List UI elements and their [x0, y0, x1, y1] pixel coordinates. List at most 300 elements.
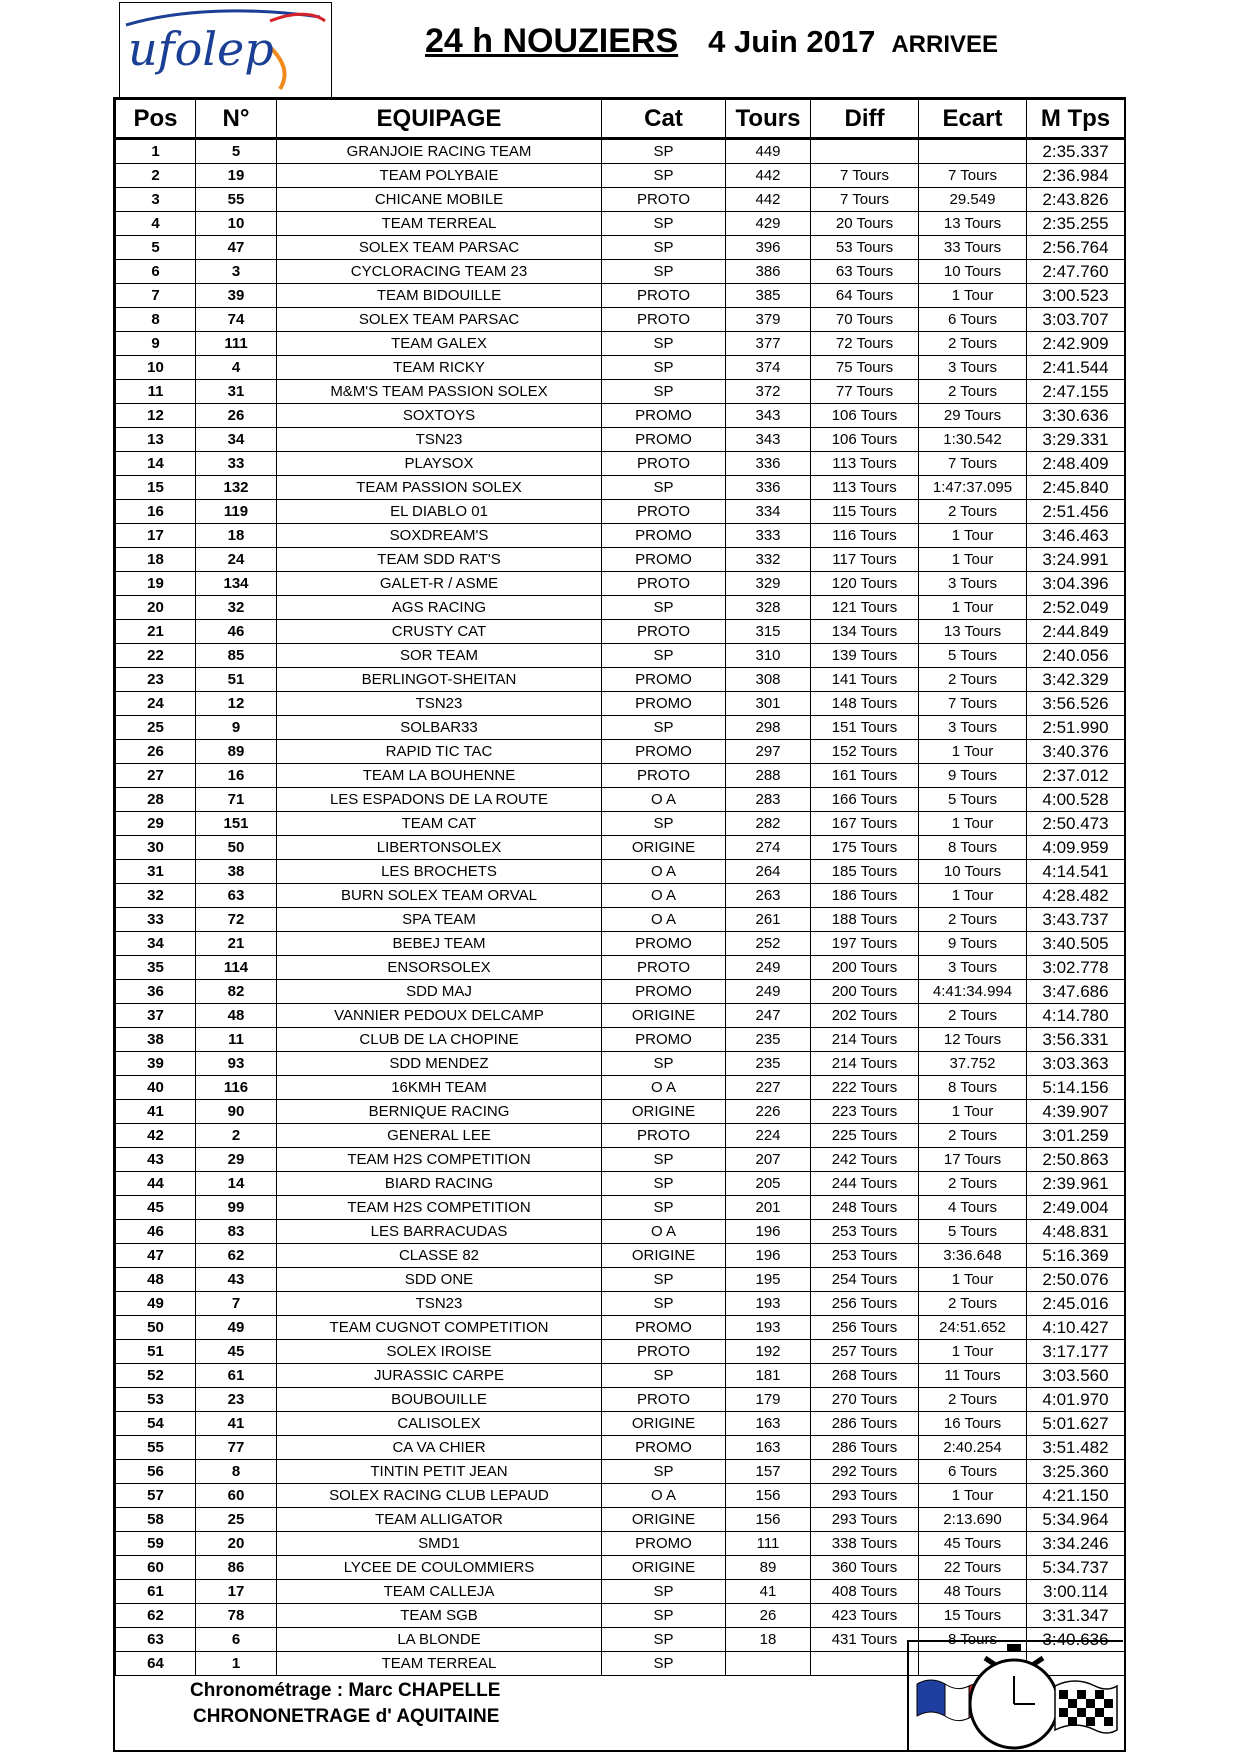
num-cell: 31	[196, 380, 277, 404]
team-cell: TSN23	[277, 692, 602, 716]
diff-cell: 338 Tours	[811, 1532, 919, 1556]
mtps-cell: 2:49.004	[1027, 1196, 1125, 1220]
table-row	[116, 1220, 1125, 1244]
pos-cell: 10	[116, 356, 196, 380]
table-row	[116, 716, 1125, 740]
mtps-cell: 3:40.376	[1027, 740, 1125, 764]
team-cell: PLAYSOX	[277, 452, 602, 476]
cat-cell: SP	[602, 476, 726, 500]
pos-cell: 42	[116, 1124, 196, 1148]
num-cell: 8	[196, 1460, 277, 1484]
cat-cell: PROMO	[602, 1316, 726, 1340]
mtps-cell: 2:37.012	[1027, 764, 1125, 788]
ecart-cell: 29.549	[919, 188, 1027, 212]
ecart-cell: 2 Tours	[919, 1004, 1027, 1028]
team-cell: TEAM H2S COMPETITION	[277, 1196, 602, 1220]
team-cell: CA VA CHIER	[277, 1436, 602, 1460]
ecart-cell: 1 Tour	[919, 524, 1027, 548]
tours-cell: 89	[726, 1556, 811, 1580]
team-cell: LIBERTONSOLEX	[277, 836, 602, 860]
team-cell: TEAM PASSION SOLEX	[277, 476, 602, 500]
cat-cell: PROTO	[602, 284, 726, 308]
table-row	[116, 860, 1125, 884]
num-cell: 39	[196, 284, 277, 308]
team-cell: TEAM RICKY	[277, 356, 602, 380]
num-cell: 4	[196, 356, 277, 380]
pos-cell: 43	[116, 1148, 196, 1172]
mtps-cell: 4:28.482	[1027, 884, 1125, 908]
pos-cell: 25	[116, 716, 196, 740]
mtps-cell: 2:48.409	[1027, 452, 1125, 476]
num-cell: 5	[196, 139, 277, 164]
num-cell: 46	[196, 620, 277, 644]
mtps-cell: 2:51.456	[1027, 500, 1125, 524]
mtps-cell: 5:34.964	[1027, 1508, 1125, 1532]
team-cell: TEAM POLYBAIE	[277, 164, 602, 188]
table-row	[116, 1580, 1125, 1604]
table-row	[116, 476, 1125, 500]
tours-cell: 334	[726, 500, 811, 524]
tours-cell: 249	[726, 980, 811, 1004]
cat-cell: ORIGINE	[602, 1556, 726, 1580]
pos-cell: 54	[116, 1412, 196, 1436]
pos-cell: 48	[116, 1268, 196, 1292]
ecart-cell: 2 Tours	[919, 1172, 1027, 1196]
ecart-cell: 1 Tour	[919, 548, 1027, 572]
mtps-cell: 2:42.909	[1027, 332, 1125, 356]
ecart-cell: 10 Tours	[919, 860, 1027, 884]
ecart-cell: 2 Tours	[919, 1388, 1027, 1412]
table-row	[116, 1124, 1125, 1148]
mtps-cell: 3:00.523	[1027, 284, 1125, 308]
num-cell: 2	[196, 1124, 277, 1148]
diff-cell: 161 Tours	[811, 764, 919, 788]
diff-cell: 225 Tours	[811, 1124, 919, 1148]
cat-cell: PROMO	[602, 404, 726, 428]
results-body	[116, 139, 1125, 1676]
mtps-cell: 3:25.360	[1027, 1460, 1125, 1484]
ecart-cell: 3 Tours	[919, 572, 1027, 596]
team-cell: TEAM ALLIGATOR	[277, 1508, 602, 1532]
tours-cell: 235	[726, 1028, 811, 1052]
num-cell: 7	[196, 1292, 277, 1316]
diff-cell: 188 Tours	[811, 908, 919, 932]
pos-cell: 20	[116, 596, 196, 620]
diff-cell: 53 Tours	[811, 236, 919, 260]
tours-cell: 196	[726, 1244, 811, 1268]
team-cell: SDD MENDEZ	[277, 1052, 602, 1076]
cat-cell: SP	[602, 1652, 726, 1676]
num-cell: 19	[196, 164, 277, 188]
cat-cell: SP	[602, 1196, 726, 1220]
team-cell: TEAM TERREAL	[277, 1652, 602, 1676]
team-cell: SDD ONE	[277, 1268, 602, 1292]
mtps-cell: 4:09.959	[1027, 836, 1125, 860]
num-cell: 49	[196, 1316, 277, 1340]
table-row	[116, 380, 1125, 404]
tours-cell: 288	[726, 764, 811, 788]
tours-cell: 442	[726, 164, 811, 188]
num-cell: 33	[196, 452, 277, 476]
cat-cell: SP	[602, 1292, 726, 1316]
tours-cell: 449	[726, 139, 811, 164]
team-cell: TEAM CAT	[277, 812, 602, 836]
mtps-cell: 3:17.177	[1027, 1340, 1125, 1364]
pos-cell: 4	[116, 212, 196, 236]
cat-cell: ORIGINE	[602, 1100, 726, 1124]
diff-cell: 408 Tours	[811, 1580, 919, 1604]
ecart-cell: 7 Tours	[919, 452, 1027, 476]
ecart-cell: 5 Tours	[919, 644, 1027, 668]
col-header-pos: Pos	[116, 100, 196, 139]
table-row	[116, 812, 1125, 836]
pos-cell: 60	[116, 1556, 196, 1580]
pos-cell: 7	[116, 284, 196, 308]
cat-cell: O A	[602, 884, 726, 908]
num-cell: 47	[196, 236, 277, 260]
table-row	[116, 1028, 1125, 1052]
ecart-cell: 16 Tours	[919, 1412, 1027, 1436]
mtps-cell: 2:56.764	[1027, 236, 1125, 260]
ecart-cell: 4 Tours	[919, 1196, 1027, 1220]
ecart-cell: 9 Tours	[919, 932, 1027, 956]
diff-cell: 360 Tours	[811, 1556, 919, 1580]
pos-cell: 23	[116, 668, 196, 692]
mtps-cell: 4:14.780	[1027, 1004, 1125, 1028]
ecart-cell: 2 Tours	[919, 1124, 1027, 1148]
cat-cell: PROTO	[602, 500, 726, 524]
event-name: 24 h NOUZIERS	[425, 22, 679, 60]
pos-cell: 22	[116, 644, 196, 668]
mtps-cell: 4:00.528	[1027, 788, 1125, 812]
mtps-cell: 3:03.707	[1027, 308, 1125, 332]
ecart-cell: 8 Tours	[919, 1076, 1027, 1100]
cat-cell: SP	[602, 1268, 726, 1292]
cat-cell: O A	[602, 1076, 726, 1100]
team-cell: GRANJOIE RACING TEAM	[277, 139, 602, 164]
diff-cell: 200 Tours	[811, 956, 919, 980]
diff-cell: 63 Tours	[811, 260, 919, 284]
diff-cell: 257 Tours	[811, 1340, 919, 1364]
results-status: ARRIVEE	[891, 31, 999, 58]
ecart-cell: 2 Tours	[919, 668, 1027, 692]
cat-cell: SP	[602, 139, 726, 164]
ecart-cell: 48 Tours	[919, 1580, 1027, 1604]
ecart-cell: 1 Tour	[919, 884, 1027, 908]
pos-cell: 30	[116, 836, 196, 860]
mtps-cell: 2:41.544	[1027, 356, 1125, 380]
cat-cell: O A	[602, 908, 726, 932]
tours-cell: 377	[726, 332, 811, 356]
ecart-cell: 7 Tours	[919, 692, 1027, 716]
tours-cell: 301	[726, 692, 811, 716]
table-row	[116, 572, 1125, 596]
ecart-cell: 4:41:34.994	[919, 980, 1027, 1004]
mtps-cell: 3:47.686	[1027, 980, 1125, 1004]
table-row	[116, 956, 1125, 980]
diff-cell: 253 Tours	[811, 1244, 919, 1268]
mtps-cell: 3:40.505	[1027, 932, 1125, 956]
cat-cell: SP	[602, 236, 726, 260]
team-cell: LES ESPADONS DE LA ROUTE	[277, 788, 602, 812]
pos-cell: 9	[116, 332, 196, 356]
ecart-cell: 2:40.254	[919, 1436, 1027, 1460]
mtps-cell: 3:40.636	[1027, 1628, 1125, 1652]
mtps-cell: 2:52.049	[1027, 596, 1125, 620]
ecart-cell: 15 Tours	[919, 1604, 1027, 1628]
num-cell: 111	[196, 332, 277, 356]
pos-cell: 36	[116, 980, 196, 1004]
num-cell: 11	[196, 1028, 277, 1052]
num-cell: 55	[196, 188, 277, 212]
team-cell: M&M'S TEAM PASSION SOLEX	[277, 380, 602, 404]
tours-cell: 18	[726, 1628, 811, 1652]
cat-cell: SP	[602, 212, 726, 236]
cat-cell: SP	[602, 1460, 726, 1484]
team-cell: TEAM GALEX	[277, 332, 602, 356]
cat-cell: SP	[602, 596, 726, 620]
checkered-flag-icon	[1055, 1681, 1117, 1733]
tours-cell: 310	[726, 644, 811, 668]
diff-cell: 222 Tours	[811, 1076, 919, 1100]
pos-cell: 45	[116, 1196, 196, 1220]
team-cell: TEAM TERREAL	[277, 212, 602, 236]
ufolep-logo	[119, 2, 332, 97]
cat-cell: SP	[602, 356, 726, 380]
diff-cell: 286 Tours	[811, 1436, 919, 1460]
diff-cell: 186 Tours	[811, 884, 919, 908]
tours-cell: 329	[726, 572, 811, 596]
tours-cell: 163	[726, 1412, 811, 1436]
pos-cell: 46	[116, 1220, 196, 1244]
diff-cell: 7 Tours	[811, 164, 919, 188]
pos-cell: 49	[116, 1292, 196, 1316]
team-cell: BERLINGOT-SHEITAN	[277, 668, 602, 692]
pos-cell: 56	[116, 1460, 196, 1484]
team-cell: TEAM CUGNOT COMPETITION	[277, 1316, 602, 1340]
num-cell: 99	[196, 1196, 277, 1220]
ecart-cell: 3 Tours	[919, 356, 1027, 380]
pos-cell: 27	[116, 764, 196, 788]
ecart-cell: 1 Tour	[919, 1484, 1027, 1508]
mtps-cell: 2:45.840	[1027, 476, 1125, 500]
team-cell: ENSORSOLEX	[277, 956, 602, 980]
cat-cell: PROMO	[602, 692, 726, 716]
ecart-cell: 29 Tours	[919, 404, 1027, 428]
mtps-cell: 2:44.849	[1027, 620, 1125, 644]
table-row	[116, 1292, 1125, 1316]
ecart-cell: 17 Tours	[919, 1148, 1027, 1172]
diff-cell: 286 Tours	[811, 1412, 919, 1436]
pos-cell: 61	[116, 1580, 196, 1604]
num-cell: 71	[196, 788, 277, 812]
num-cell: 86	[196, 1556, 277, 1580]
cat-cell: PROTO	[602, 1388, 726, 1412]
ecart-cell	[919, 139, 1027, 164]
num-cell: 89	[196, 740, 277, 764]
diff-cell: 202 Tours	[811, 1004, 919, 1028]
diff-cell: 106 Tours	[811, 428, 919, 452]
stopwatch-panel	[907, 1640, 1123, 1750]
diff-cell: 77 Tours	[811, 380, 919, 404]
tours-cell: 315	[726, 620, 811, 644]
mtps-cell: 3:34.246	[1027, 1532, 1125, 1556]
mtps-cell: 4:39.907	[1027, 1100, 1125, 1124]
ecart-cell: 2 Tours	[919, 380, 1027, 404]
diff-cell: 121 Tours	[811, 596, 919, 620]
num-cell: 45	[196, 1340, 277, 1364]
table-row	[116, 1340, 1125, 1364]
ecart-cell: 3 Tours	[919, 716, 1027, 740]
cat-cell: O A	[602, 860, 726, 884]
mtps-cell: 3:01.259	[1027, 1124, 1125, 1148]
pos-cell: 26	[116, 740, 196, 764]
team-cell: JURASSIC CARPE	[277, 1364, 602, 1388]
team-cell: TEAM BIDOUILLE	[277, 284, 602, 308]
table-row	[116, 1484, 1125, 1508]
pos-cell: 14	[116, 452, 196, 476]
pos-cell: 12	[116, 404, 196, 428]
team-cell: GENERAL LEE	[277, 1124, 602, 1148]
diff-cell: 20 Tours	[811, 212, 919, 236]
mtps-cell: 2:51.990	[1027, 716, 1125, 740]
team-cell: SOLEX IROISE	[277, 1340, 602, 1364]
diff-cell: 253 Tours	[811, 1220, 919, 1244]
team-cell: TEAM H2S COMPETITION	[277, 1148, 602, 1172]
tours-cell: 193	[726, 1316, 811, 1340]
mtps-cell: 2:45.016	[1027, 1292, 1125, 1316]
tours-cell: 308	[726, 668, 811, 692]
table-header-row	[116, 100, 1125, 139]
team-cell: CRUSTY CAT	[277, 620, 602, 644]
table-row	[116, 908, 1125, 932]
ecart-cell: 6 Tours	[919, 308, 1027, 332]
table-row	[116, 596, 1125, 620]
num-cell: 24	[196, 548, 277, 572]
mtps-cell: 3:42.329	[1027, 668, 1125, 692]
cat-cell: PROMO	[602, 980, 726, 1004]
pos-cell: 21	[116, 620, 196, 644]
cat-cell: ORIGINE	[602, 836, 726, 860]
num-cell: 9	[196, 716, 277, 740]
mtps-cell: 3:03.560	[1027, 1364, 1125, 1388]
ecart-cell: 10 Tours	[919, 260, 1027, 284]
diff-cell: 148 Tours	[811, 692, 919, 716]
diff-cell: 293 Tours	[811, 1484, 919, 1508]
tours-cell: 396	[726, 236, 811, 260]
team-cell: GALET-R / ASME	[277, 572, 602, 596]
diff-cell: 223 Tours	[811, 1100, 919, 1124]
mtps-cell: 5:34.737	[1027, 1556, 1125, 1580]
col-header-mtps: M Tps	[1027, 100, 1125, 139]
ecart-cell: 45 Tours	[919, 1532, 1027, 1556]
mtps-cell: 3:46.463	[1027, 524, 1125, 548]
ecart-cell: 1 Tour	[919, 1268, 1027, 1292]
table-row	[116, 524, 1125, 548]
tours-cell: 261	[726, 908, 811, 932]
team-cell: LYCEE DE COULOMMIERS	[277, 1556, 602, 1580]
mtps-cell: 4:01.970	[1027, 1388, 1125, 1412]
team-cell: TEAM CALLEJA	[277, 1580, 602, 1604]
table-row	[116, 452, 1125, 476]
pos-cell: 16	[116, 500, 196, 524]
table-row	[116, 1004, 1125, 1028]
cat-cell: PROMO	[602, 548, 726, 572]
diff-cell: 113 Tours	[811, 476, 919, 500]
diff-cell: 248 Tours	[811, 1196, 919, 1220]
pos-cell: 55	[116, 1436, 196, 1460]
diff-cell: 115 Tours	[811, 500, 919, 524]
team-cell: CHICANE MOBILE	[277, 188, 602, 212]
cat-cell: PROTO	[602, 1124, 726, 1148]
team-cell: LES BROCHETS	[277, 860, 602, 884]
team-cell: TSN23	[277, 1292, 602, 1316]
num-cell: 21	[196, 932, 277, 956]
tours-cell: 264	[726, 860, 811, 884]
num-cell: 119	[196, 500, 277, 524]
ecart-cell: 12 Tours	[919, 1028, 1027, 1052]
team-cell: SOLEX TEAM PARSAC	[277, 308, 602, 332]
pos-cell: 19	[116, 572, 196, 596]
tours-cell: 41	[726, 1580, 811, 1604]
footer	[115, 1640, 905, 1750]
diff-cell: 256 Tours	[811, 1316, 919, 1340]
pos-cell: 2	[116, 164, 196, 188]
team-cell: SPA TEAM	[277, 908, 602, 932]
pos-cell: 57	[116, 1484, 196, 1508]
diff-cell: 214 Tours	[811, 1052, 919, 1076]
cat-cell: SP	[602, 812, 726, 836]
num-cell: 50	[196, 836, 277, 860]
table-row	[116, 1532, 1125, 1556]
table-row	[116, 188, 1125, 212]
num-cell: 85	[196, 644, 277, 668]
table-row	[116, 1388, 1125, 1412]
table-row	[116, 692, 1125, 716]
cat-cell: O A	[602, 788, 726, 812]
mtps-cell: 2:39.961	[1027, 1172, 1125, 1196]
table-row	[116, 980, 1125, 1004]
pos-cell: 17	[116, 524, 196, 548]
pos-cell: 5	[116, 236, 196, 260]
diff-cell: 242 Tours	[811, 1148, 919, 1172]
pos-cell: 53	[116, 1388, 196, 1412]
cat-cell: PROTO	[602, 956, 726, 980]
mtps-cell: 4:21.150	[1027, 1484, 1125, 1508]
mtps-cell: 3:56.526	[1027, 692, 1125, 716]
mtps-cell: 2:47.155	[1027, 380, 1125, 404]
ecart-cell: 8 Tours	[919, 836, 1027, 860]
cat-cell: SP	[602, 1364, 726, 1388]
ecart-cell: 37.752	[919, 1052, 1027, 1076]
tours-cell: 298	[726, 716, 811, 740]
diff-cell: 268 Tours	[811, 1364, 919, 1388]
ecart-cell: 11 Tours	[919, 1364, 1027, 1388]
team-cell: CLUB DE LA CHOPINE	[277, 1028, 602, 1052]
num-cell: 6	[196, 1628, 277, 1652]
mtps-cell: 3:56.331	[1027, 1028, 1125, 1052]
mtps-cell: 3:29.331	[1027, 428, 1125, 452]
pos-cell: 64	[116, 1652, 196, 1676]
num-cell: 12	[196, 692, 277, 716]
ecart-cell: 3 Tours	[919, 956, 1027, 980]
tours-cell: 252	[726, 932, 811, 956]
num-cell: 43	[196, 1268, 277, 1292]
num-cell: 72	[196, 908, 277, 932]
table-row	[116, 1604, 1125, 1628]
pos-cell: 41	[116, 1100, 196, 1124]
table-row	[116, 1460, 1125, 1484]
